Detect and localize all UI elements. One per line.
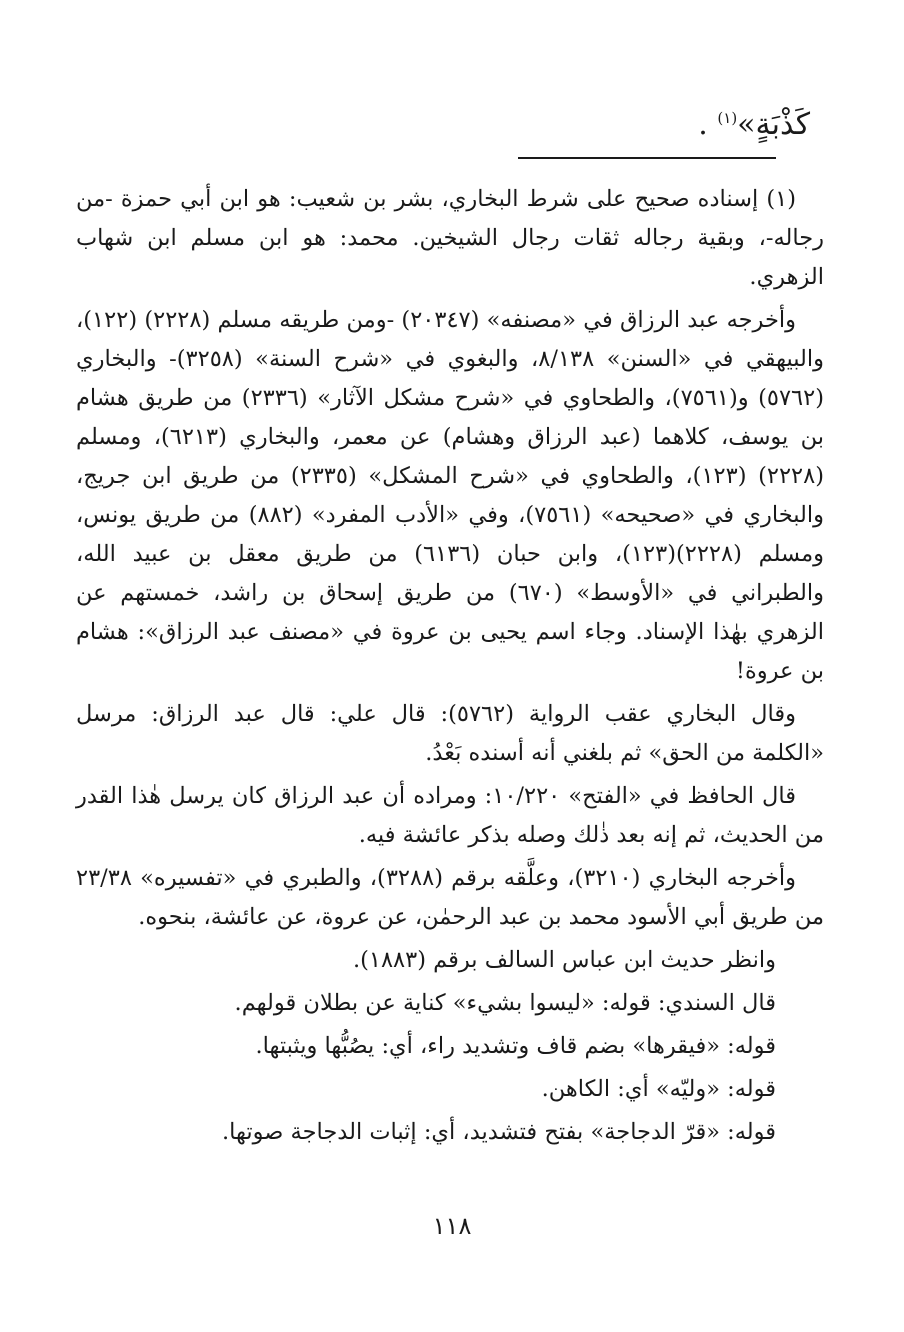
footnote-paragraph: قال الحافظ في «الفتح» ١٠/٢٢٠: ومراده أن عبد الرزاق كان يرسل هٰذا القدر من الحديث، ثم إنه بعد ذٰلك وصله بذكر عائشة فيه.	[76, 783, 824, 848]
footnote-separator	[518, 157, 776, 159]
footnote-paragraph: قوله: «قرّ الدجاجة» بفتح فتشديد، أي: إثبات الدجاجة صوتها.	[222, 1119, 776, 1145]
footnote-paragraph: وأخرجه عبد الرزاق في «مصنفه» (٢٠٣٤٧) -ومن طريقه مسلم (٢٢٢٨) (١٢٢)، والبيهقي في «السنن» ٨/١٣٨، والبغوي في «شرح السنة» (٣٢٥٨)- والبخاري (٥٧٦٢) و(٧٥٦١)، والطحاوي في «شرح مشكل الآثار» (٢٣٣٦) من طريق هشام بن يوسف، كلاهما (عبد الرزاق وهشام) عن معمر، والبخاري (٦٢١٣)، ومسلم (٢٢٢٨) (١٢٣)، والطحاوي في «شرح المشكل» (٢٣٣٥) من طريق ابن جريج، والبخاري في «صحيحه» (٧٥٦١)، وفي «الأدب المفرد» (٨٨٢) من طريق يونس، ومسلم (٢٢٢٨)(١٢٣)، وابن حبان (٦١٣٦) من طريق معقل بن عبيد الله، والطبراني في «الأوسط» (٦٧٠) من طريق إسحاق بن راشد، خمستهم عن الزهري بهٰذا الإسناد. وجاء اسم يحيى بن عروة في «مصنف عبد الرزاق»: هشام بن عروة!	[76, 307, 825, 684]
footnote-paragraph: (١) إسناده صحيح على شرط البخاري، بشر بن شعيب: هو ابن أبي حمزة -من رجاله-، وبقية رجاله ثقات رجال الشيخين. محمد: هو ابن مسلم ابن شهاب الزهري.	[76, 186, 824, 290]
footnote-marker: (١)	[717, 109, 738, 127]
footnote-paragraph: وقال البخاري عقب الرواية (٥٧٦٢): قال علي: قال عبد الرزاق: مرسل «الكلمة من الحق» ثم بلغني أنه أسنده بَعْدُ.	[76, 701, 824, 766]
full-stop: .	[698, 107, 708, 142]
footnote-paragraph: وأخرجه البخاري (٣٢١٠)، وعلَّقه برقم (٣٢٨٨)، والطبري في «تفسيره» ٢٣/٣٨ من طريق أبي الأسود محمد بن عبد الرحمٰن، عن عروة، عن عائشة، بنحوه.	[76, 865, 824, 930]
page-number: ١١٨	[432, 1212, 472, 1240]
footnote-paragraph: قوله: «فيقرها» بضم قاف وتشديد راء، أي: يصُبُّها ويثبتها.	[255, 1033, 776, 1059]
footnote-paragraph: قوله: «وليّه» أي: الكاهن.	[541, 1076, 776, 1102]
footnote-paragraph: قال السندي: قوله: «ليسوا بشيء» كناية عن بطلان قولهم.	[234, 990, 776, 1016]
continued-text	[698, 98, 810, 145]
continued-word: كَذْبَةٍ»	[737, 107, 810, 142]
footnote-paragraph: وانظر حديث ابن عباس السالف برقم (١٨٨٣).	[352, 947, 776, 973]
footnotes-block	[76, 180, 824, 1152]
